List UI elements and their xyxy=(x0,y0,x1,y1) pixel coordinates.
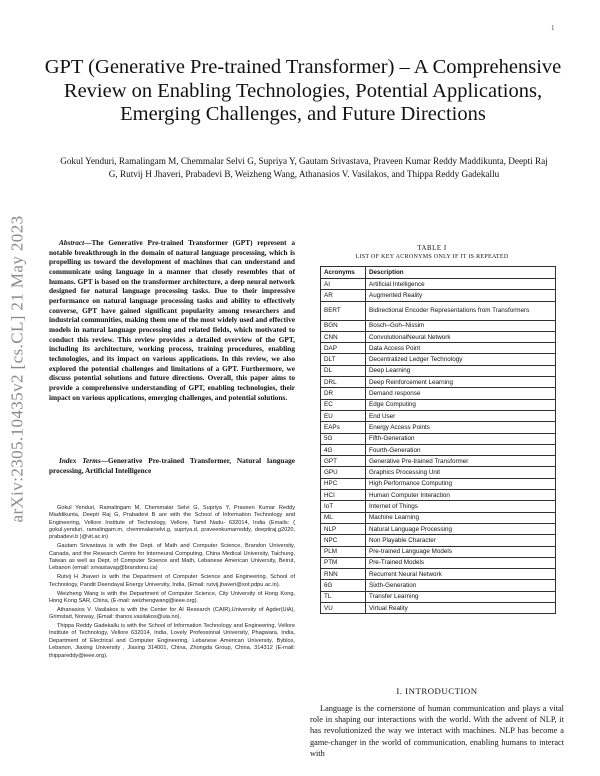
table-number: TABLE I xyxy=(417,245,447,252)
acronym-cell: NPC xyxy=(321,535,366,546)
arxiv-id: arXiv:2305.10435v2 [cs.CL] 21 May 2023 xyxy=(7,215,26,523)
description-cell: Transfer Learning xyxy=(366,591,556,602)
page-number: 1 xyxy=(551,24,555,32)
acronym-cell: DAP xyxy=(321,343,366,354)
acronym-cell: PLM xyxy=(321,546,366,557)
description-cell: Recurrent Neural Network xyxy=(366,569,556,580)
table-row xyxy=(321,377,556,388)
description-cell: Decentralized Ledger Technology xyxy=(366,354,556,365)
affiliation-paragraph: Athanasios V. Vasilakos is with the Center for AI Research (CAIR),University of Agder(UiA), Grimstad, Norway, (Email: thanos.vasilakos@uia.no). xyxy=(49,606,295,621)
description-cell: Human Computer Interaction xyxy=(366,490,556,501)
description-cell: Sixth-Generation xyxy=(366,580,556,591)
table-row xyxy=(321,546,556,557)
acronym-cell: NLP xyxy=(321,523,366,534)
description-cell: Bosch–Goh–Nissim xyxy=(366,320,556,331)
acronym-cell: 6G xyxy=(321,580,366,591)
acronym-cell: EU xyxy=(321,410,366,421)
acronym-cell: GPU xyxy=(321,467,366,478)
description-cell: Pre-Trained Models xyxy=(366,557,556,568)
table-row xyxy=(321,456,556,467)
acronym-cell: HCI xyxy=(321,490,366,501)
table-row xyxy=(321,331,556,342)
acronym-cell: BGN xyxy=(321,320,366,331)
description-cell: Machine Learning xyxy=(366,512,556,523)
table-row xyxy=(321,320,556,331)
acronym-cell: RNN xyxy=(321,569,366,580)
description-cell: Fourth-Generation xyxy=(366,444,556,455)
table-row xyxy=(321,501,556,512)
description-cell: Graphics Processing Unit xyxy=(366,467,556,478)
table-row xyxy=(321,569,556,580)
description-cell: Artificial Intelligence xyxy=(366,279,556,290)
acronym-cell: IoT xyxy=(321,501,366,512)
author-list: Gokul Yenduri, Ramalingam M, Chemmalar Selvi G, Supriya Y, Gautam Srivastava, Praveen Kumar Reddy Maddikunta, Deepti Raj G, Rutvij H Jhaveri, Prabadevi B, Weizheng Wang, Athanasios V. Vasilakos, and Thippa Reddy Gadekallu xyxy=(60,156,548,179)
affiliation-paragraph: Gokul Yenduri, Ramalingam M, Chemmalar Selvi G, Supriya Y, Praveen Kumar Reddy Maddikunta, Deepti Raj G, Prabadevi B are with the School of Information Technology and Engineering, Vellore Institute of Technology, Vellore, Tamil Nadu- 632014, India (Emails: { gokul.yenduri, ramalingam.m, chemmalarselvi.g, supriya.d, praveenkumarreddy, deeptiraj.g2020, prabadevi.b }@vit.ac.in) xyxy=(49,505,295,541)
table-row xyxy=(321,365,556,376)
acronym-cell: 4G xyxy=(321,444,366,455)
table-row xyxy=(321,490,556,501)
affiliations-footnote xyxy=(49,505,295,661)
acronym-cell: CNN xyxy=(321,331,366,342)
description-cell: Demand response xyxy=(366,388,556,399)
description-cell: Data Access Point xyxy=(366,343,556,354)
affiliation-paragraph: Gautam Srivastava is with the Dept. of Math and Computer Science, Brandon University, Canada, and the Research Centre for Interneural Computing, China Medical University, Taichung, Taiwan as well as Dept. of Computer Science and Math, Lebanese American University, Beirut, Lebanon (email: srivastavag@brandonu.ca) xyxy=(49,543,295,572)
table-row xyxy=(321,523,556,534)
section-heading: I. INTRODUCTION xyxy=(396,686,478,696)
acronym-cell: AR xyxy=(321,290,366,301)
acronym-cell: BERT xyxy=(321,301,366,320)
acronym-cell: AI xyxy=(321,279,366,290)
description-cell: Natural Language Processing xyxy=(366,523,556,534)
column-header-acronyms: Acronyms xyxy=(321,267,366,279)
table-row xyxy=(321,444,556,455)
acronym-cell: EAPs xyxy=(321,422,366,433)
table-row xyxy=(321,467,556,478)
acronym-cell: GPT xyxy=(321,456,366,467)
table-caption-text: LIST OF KEY ACRONYMS ONLY IF IT IS REPEATED xyxy=(355,254,509,260)
acronym-cell: TL xyxy=(321,591,366,602)
description-cell: End User xyxy=(366,410,556,421)
table-row xyxy=(321,478,556,489)
description-cell: Deep Reinforcement Learning xyxy=(366,377,556,388)
acronym-cell: EC xyxy=(321,399,366,410)
acronym-table-body xyxy=(321,279,556,614)
description-cell: Augmented Reality xyxy=(366,290,556,301)
table-row xyxy=(321,290,556,301)
acronym-table xyxy=(320,266,556,614)
acronym-cell: HPC xyxy=(321,478,366,489)
description-cell: Virtual Reality xyxy=(366,603,556,614)
description-cell: Generative Pre-trained Transformer xyxy=(366,456,556,467)
paper-title: GPT (Generative Pre-trained Transformer) – A Comprehensive Review on Enabling Technologies, Potential Applications, Emerging Challenges, and Future Directions xyxy=(44,56,562,125)
description-cell: Edge Computing xyxy=(366,399,556,410)
table-row xyxy=(321,512,556,523)
description-cell: Fifth-Generation xyxy=(366,433,556,444)
description-cell: Pre-trained Language Models xyxy=(366,546,556,557)
acronym-cell: DLT xyxy=(321,354,366,365)
abstract xyxy=(49,238,295,402)
table-row xyxy=(321,422,556,433)
column-header-description: Description xyxy=(366,267,556,279)
description-cell: Bidirectional Encoder Representations from Transformers xyxy=(366,301,556,320)
intro-paragraph: Language is the cornerstone of human communication and plays a vital role in shaping our interactions with the world. With the advent of NLP, it has revolutionized the way we interact with machines. NLP has become a game-changer in the world of communication, enabling humans to interact with xyxy=(310,704,564,758)
index-terms-text: —Generative Pre-trained Transformer, Natural language processing, Artificial Intelligence xyxy=(49,456,295,475)
index-terms-label: Index Terms xyxy=(59,456,101,465)
table-row xyxy=(321,279,556,290)
acronym-cell: DL xyxy=(321,365,366,376)
index-terms xyxy=(49,456,295,475)
abstract-label: Abstract xyxy=(59,238,85,247)
table-row xyxy=(321,580,556,591)
table-caption xyxy=(310,244,554,261)
acronym-cell: 5G xyxy=(321,433,366,444)
table-row xyxy=(321,388,556,399)
description-cell: Non Playable Character xyxy=(366,535,556,546)
description-cell: High Performance Computing xyxy=(366,478,556,489)
table-row xyxy=(321,433,556,444)
acronym-cell: PTM xyxy=(321,557,366,568)
table-row xyxy=(321,557,556,568)
table-row xyxy=(321,591,556,602)
table-row xyxy=(321,410,556,421)
affiliation-paragraph: Thippa Reddy Gadekallu is with the School of Information Technology and Engineering, Vellore Institute of Technology, Vellore 632014, India, Lovely Professional University, Phagwara, India, Department of Electrical and Computer Engineering, Lebanese American University, Byblos, Lebanon, Jiaxing University , Jiaxing 314001, China, Zhongda Group, China, 314312 (E-mail: thippareddy@ieee.org). xyxy=(49,623,295,659)
table-row xyxy=(321,343,556,354)
table-row xyxy=(321,603,556,614)
acronym-cell: DR xyxy=(321,388,366,399)
affiliation-paragraph: Weizheng Wang is with the Department of Computer Science, City University of Hong Kong, Hong Kong SAR, China, (E-mail: weizhengwang@ieee.org). xyxy=(49,590,295,604)
description-cell: Energy Access Points xyxy=(366,422,556,433)
acronym-cell: DRL xyxy=(321,377,366,388)
arxiv-watermark xyxy=(2,197,32,541)
description-cell: ConvolutionalNeural Network xyxy=(366,331,556,342)
table-row xyxy=(321,399,556,410)
table-row xyxy=(321,535,556,546)
description-cell: Deep Learning xyxy=(366,365,556,376)
table-header-row xyxy=(321,267,556,279)
affiliation-paragraph: Rutvij H Jhaveri is with the Department of Computer Science and Engineering, School of Technology, Pandit Deendayal Energy University, India, (Email: rutvij.jhaveri@sot.pdpu.ac.in). xyxy=(49,574,295,588)
abstract-text: —The Generative Pre-trained Transformer (GPT) represent a notable breakthrough in the domain of natural language processing, which is propelling us toward the development of machines that can understand and communicate using language in a manner that closely resembles that of humans. GPT is based on the transformer architecture, a deep neural network designed for natural language processing tasks. Due to their impressive performance on natural language processing tasks and ability to effectively converse, GPT have gained significant popularity among researchers and industrial communities, making them one of the most widely used and effective models in natural language processing and related fields, which motivated to conduct this review. This review provides a detailed overview of the GPT, including its architecture, working process, training procedures, enabling technologies, and its impact on various applications. In this review, we also explored the potential challenges and limitations of a GPT. Furthermore, we discuss potential solutions and future directions. Overall, this paper aims to provide a comprehensive understanding of GPT, enabling technologies, their impact on various applications, emerging challenges, and potential solutions. xyxy=(49,238,295,402)
table-row xyxy=(321,301,556,320)
acronym-cell: VU xyxy=(321,603,366,614)
acronym-cell: ML xyxy=(321,512,366,523)
table-row xyxy=(321,354,556,365)
description-cell: Internet of Things xyxy=(366,501,556,512)
